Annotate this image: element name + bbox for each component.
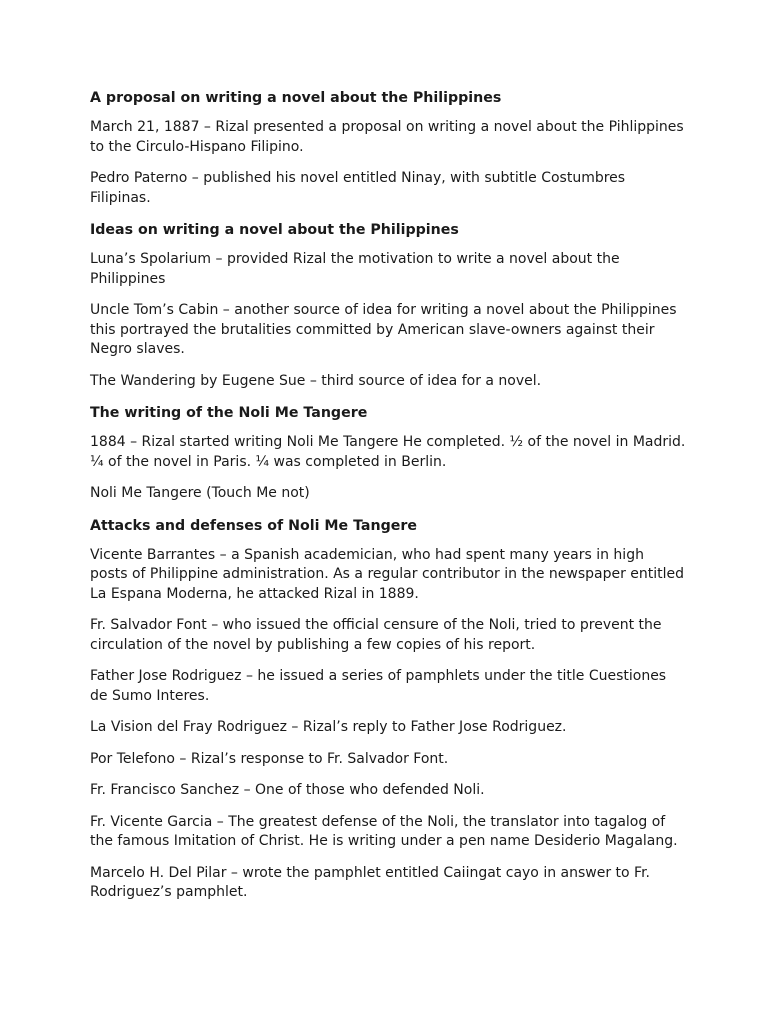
paragraph-spolarium: Luna’s Spolarium – provided Rizal the motivation to write a novel about the Philippines (90, 251, 620, 287)
paragraph-1884: 1884 – Rizal started writing Noli Me Tangere He completed. ½ of the novel in Madrid. ¼ of the novel in Paris. ¼ was completed in Berlin. (90, 434, 686, 470)
paragraph-wandering-jew: The Wandering by Eugene Sue – third source of idea for a novel. (90, 372, 542, 389)
paragraph-touch-me-not: Noli Me Tangere (Touch Me not) (90, 485, 310, 501)
paragraph-francisco-sanchez: Fr. Francisco Sanchez – One of those who defended Noli. (90, 782, 485, 798)
document-body (90, 88, 690, 915)
paragraph-por-telefono: Por Telefono – Rizal’s response to Fr. Salvador Font. (90, 750, 449, 767)
paragraph-uncle-toms-cabin: Uncle Tom’s Cabin – another source of idea for writing a novel about the Philippines this portrayed the brutalities committed by American slave-owners against their Negro slaves. (90, 302, 677, 357)
section-heading-ideas: Ideas on writing a novel about the Philippines (90, 222, 459, 238)
section-heading-writing: The writing of the Noli Me Tangere (90, 405, 368, 421)
paragraph-barrantes: Vicente Barrantes – a Spanish academician, who had spent many years in high posts of Philippine administration. As a regular contributor in the newspaper entitled La Espana Moderna, he attacked Rizal in 1889. (90, 546, 685, 602)
paragraph-jose-rodriguez: Father Jose Rodriguez – he issued a series of pamphlets under the title Cuestiones de Sumo Interes. (90, 668, 667, 704)
section-heading-proposal: A proposal on writing a novel about the Philippines (90, 90, 502, 106)
paragraph-del-pilar: Marcelo H. Del Pilar – wrote the pamphlet entitled Caiingat cayo in answer to Fr. Rodriguez’s pamphlet. (90, 864, 651, 900)
paragraph-march-1887: March 21, 1887 – Rizal presented a proposal on writing a novel about the Pihlippines to the Circulo-Hispano Filipino. (90, 119, 684, 155)
paragraph-pedro-paterno: Pedro Paterno – published his novel entitled Ninay, with subtitle Costumbres Filipinas. (90, 170, 626, 206)
paragraph-salvador-font: Fr. Salvador Font – who issued the official censure of the Noli, tried to prevent the circulation of the novel by publishing a few copies of his report. (90, 617, 662, 653)
section-heading-attacks: Attacks and defenses of Noli Me Tangere (90, 517, 417, 534)
paragraph-vicente-garcia: Fr. Vicente Garcia – The greatest defense of the Noli, the translator into tagalog of the famous Imitation of Christ. He is writing under a pen name Desiderio Magalang. (90, 813, 678, 849)
paragraph-la-vision: La Vision del Fray Rodriguez – Rizal’s reply to Father Jose Rodriguez. (90, 719, 567, 735)
